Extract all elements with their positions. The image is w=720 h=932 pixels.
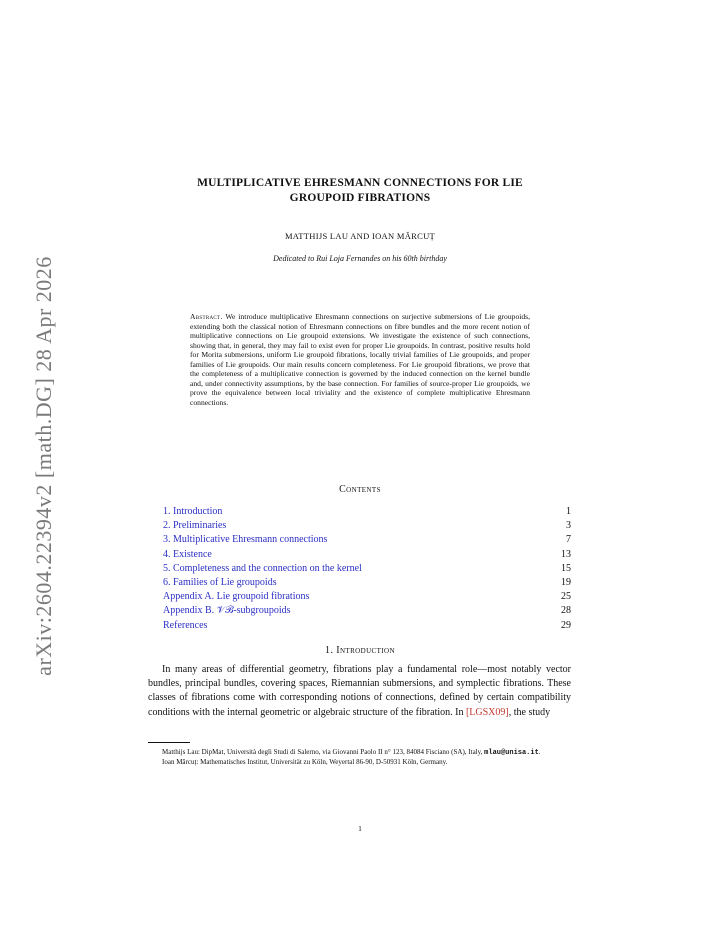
abstract-text: We introduce multiplicative Ehresmann connections on surjective submersions of Lie groupoids, extending both the classical notion of Ehresmann connections on fibre bundles and the more recent notion of multiplicative connections on Lie groupoid extensions. We investigate the existence of such connections, showing that, in general, they may fail to exist even for proper Lie groupoids. In contrast, positive results hold for Morita submersions, uniform Lie groupoid fibrations, locally trivial families of Lie groupoids, and proper families of Lie groupoids. Our main results concern completeness. For Lie groupoid fibrations, we prove that the completeness of a multiplicative connection is governed by the induced connection on the kernel bundle and, under connectivity assumptions, by the base connection. For families of source-proper Lie groupoids, we prove the equivalence between local triviality and the existence of complete multiplicative Ehresmann connections. xyxy=(190,312,531,407)
intro-text: In many areas of differential geometry, fibrations play a fundamental role—most notably vector bundles, principal bundles, covering spaces, Riemannian submersions, and symplectic fibrations. These classes of fibrations come with corresponding notions of connections, defined by certain compatibility conditions with the internal geometric or algebraic structure of the fibration. In xyxy=(148,664,571,718)
toc-link[interactable]: 6. Families of Lie groupoids xyxy=(163,576,277,588)
toc-row[interactable] xyxy=(163,590,571,604)
toc-row[interactable] xyxy=(163,604,571,618)
toc-link[interactable]: 1. Introduction xyxy=(163,506,223,517)
toc-page-number: 7 xyxy=(566,534,571,546)
dedication: Dedicated to Rui Loja Fernandes on his 60th birthday xyxy=(273,254,447,263)
toc-row[interactable] xyxy=(163,519,571,533)
authors: MATTHIJS LAU AND IOAN MĂRCUȚ xyxy=(284,231,436,241)
footnotes xyxy=(148,748,571,768)
toc-link[interactable]: Appendix B. 𝒱ℬ-subgroupoids xyxy=(163,605,291,617)
arxiv-identifier-stamp: arXiv:2604.22394v2 [math.DG] 28 Apr 2026 xyxy=(31,256,56,676)
introduction-paragraph xyxy=(148,663,571,720)
contents-heading: Contents xyxy=(339,484,381,495)
toc-row[interactable] xyxy=(163,548,571,562)
page-number: 1 xyxy=(358,824,362,833)
abstract xyxy=(190,312,530,407)
toc-row[interactable] xyxy=(163,533,571,547)
toc-row[interactable] xyxy=(163,619,571,633)
toc-row[interactable] xyxy=(163,562,571,576)
footnote-rule xyxy=(148,742,190,743)
abstract-label: Abstract. xyxy=(190,312,223,321)
toc-link[interactable]: References xyxy=(163,619,208,631)
toc-link[interactable]: 2. Preliminaries xyxy=(163,520,227,532)
section-heading-introduction: 1. Introduction xyxy=(325,645,395,656)
toc-page-number: 15 xyxy=(561,562,571,574)
title-line-2: GROUPOID FIBRATIONS xyxy=(289,192,431,204)
footnote-author-1 xyxy=(148,748,571,758)
paper-title xyxy=(160,176,560,206)
toc-link[interactable]: Appendix A. Lie groupoid fibrations xyxy=(163,591,310,603)
toc-page-number: 1 xyxy=(566,506,571,517)
footnote-1-text: Matthijs Lau: DipMat, Università degli Studi di Salerno, via Giovanni Paolo II n° 123, 84084 Fisciano (SA), Italy, xyxy=(162,748,485,756)
email-link[interactable]: mlau@unisa.it xyxy=(484,749,539,757)
introduction-body xyxy=(148,663,571,720)
toc-link[interactable]: 4. Existence xyxy=(163,548,212,560)
intro-text-end: , the study xyxy=(508,706,551,718)
footnote-1-end: . xyxy=(538,748,541,756)
toc-row[interactable] xyxy=(163,505,571,519)
toc-page-number: 29 xyxy=(561,619,571,631)
toc-page-number: 19 xyxy=(561,576,571,588)
toc-link[interactable]: 3. Multiplicative Ehresmann connections xyxy=(163,534,328,546)
toc-page-number: 3 xyxy=(566,520,571,532)
toc-row[interactable] xyxy=(163,576,571,590)
toc-page-number: 25 xyxy=(561,591,571,603)
table-of-contents xyxy=(163,505,571,633)
title-line-1: MULTIPLICATIVE EHRESMANN CONNECTIONS FOR LIE xyxy=(197,177,523,189)
toc-link[interactable]: 5. Completeness and the connection on the kernel xyxy=(163,562,362,574)
footnote-author-2: Ioan Mărcuț: Mathematisches Institut, Universität zu Köln, Weyertal 86-90, D-50931 Köln, Germany. xyxy=(162,758,448,767)
citation-link[interactable]: [LGSX09] xyxy=(465,706,509,718)
toc-page-number: 28 xyxy=(561,605,571,617)
toc-page-number: 13 xyxy=(561,548,571,560)
